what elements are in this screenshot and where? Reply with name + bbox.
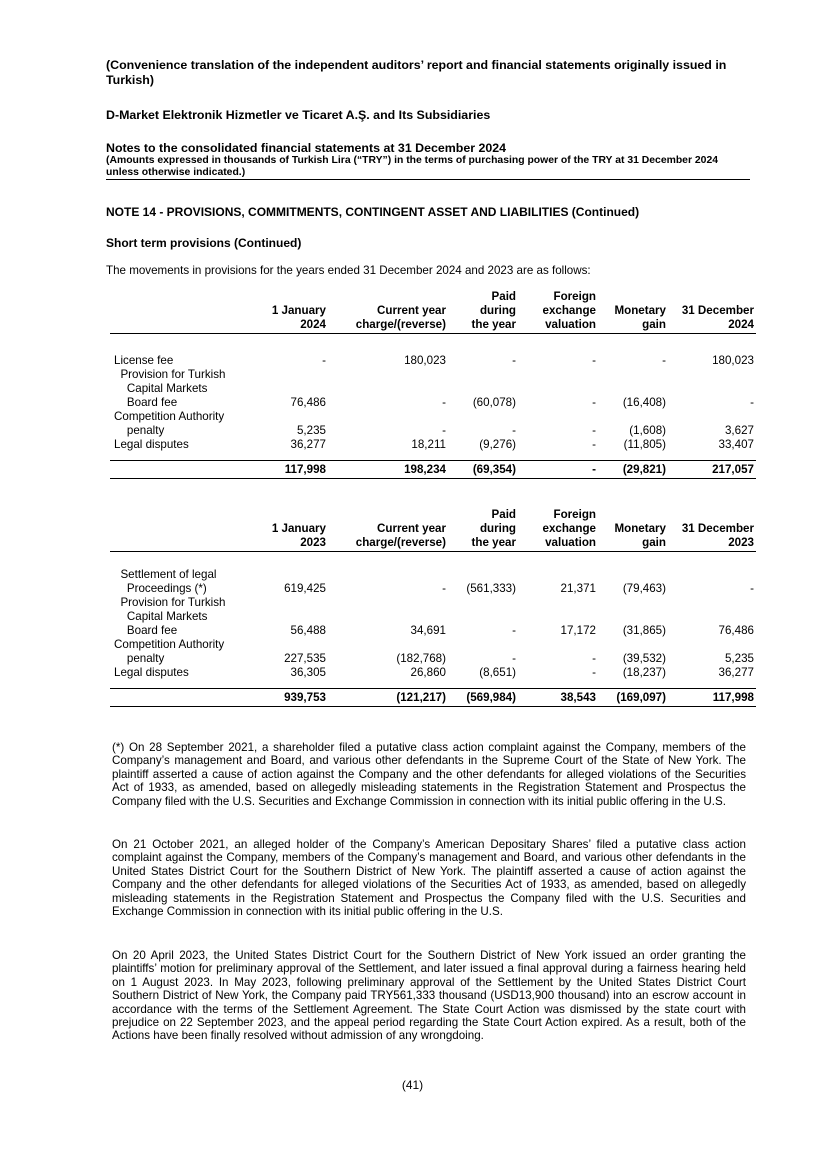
table-cell: (16,408) — [622, 396, 666, 409]
column-header: during — [479, 522, 516, 535]
table-cell: - — [750, 582, 754, 595]
column-header — [258, 508, 328, 522]
table-cell: (1,608) — [629, 424, 666, 437]
table-cell: 56,488 — [290, 624, 326, 637]
row-label: Capital Markets — [114, 382, 208, 395]
table-row — [110, 652, 756, 666]
table-cell: - — [592, 354, 596, 367]
amounts-note: (Amounts expressed in thousands of Turkish Lira (“TRY”) in the terms of purchasing power of the TRY at 31 December 2024 unless otherwise indicated.) — [106, 155, 750, 180]
table-cell: 180,023 — [404, 354, 446, 367]
table-cell — [668, 596, 756, 610]
table-cell — [328, 596, 448, 610]
row-label: Settlement of legal — [114, 568, 217, 581]
table-cell — [668, 638, 756, 652]
row-label: penalty — [114, 652, 165, 665]
table-cell — [448, 368, 518, 382]
column-header — [110, 536, 258, 552]
table-cell: 5,235 — [296, 424, 326, 437]
column-header: exchange — [542, 522, 596, 535]
spacer-row — [110, 452, 756, 461]
table-cell — [448, 568, 518, 582]
row-label: Competition Authority — [114, 410, 225, 423]
table-cell: 3,627 — [724, 424, 754, 437]
column-header — [110, 508, 258, 522]
table-row — [110, 638, 756, 652]
page-number: (41) — [401, 1078, 424, 1092]
total-cell: - — [518, 461, 598, 479]
table-row — [110, 596, 756, 610]
table-row — [110, 354, 756, 368]
table-cell: (18,237) — [622, 666, 666, 679]
total-cell: 117,998 — [668, 689, 756, 707]
table-cell — [328, 368, 448, 382]
row-label: Capital Markets — [114, 610, 208, 623]
table-cell: 34,691 — [410, 624, 446, 637]
table-cell — [258, 638, 328, 652]
table-cell — [518, 596, 598, 610]
spacer-row — [110, 552, 756, 569]
row-label: penalty — [114, 424, 165, 437]
column-header: Current year — [377, 304, 446, 317]
table-row — [110, 368, 756, 382]
column-header: during — [479, 304, 516, 317]
column-header — [668, 508, 756, 522]
table-cell — [258, 568, 328, 582]
total-cell — [110, 689, 258, 707]
total-cell: (121,217) — [328, 689, 448, 707]
table-cell — [328, 610, 448, 624]
table-row — [110, 610, 756, 624]
column-header: Paid — [491, 290, 516, 303]
table-row — [110, 396, 756, 410]
header-row — [110, 508, 756, 522]
total-cell: 939,753 — [258, 689, 328, 707]
table-cell: 17,172 — [560, 624, 596, 637]
table-cell — [668, 410, 756, 424]
total-cell: (69,354) — [448, 461, 518, 479]
table-cell — [258, 610, 328, 624]
paragraph-april-2023: On 20 April 2023, the United States District Court for the Southern District of New York issued an order granting the plaintiffs’ motion for preliminary approval of the Settlement, and later issued a final approval during a fairness hearing held on 1 August 2023. In May 2023, following preliminary approval of the Settlement by the United States District Court Southern District of New York, the Company paid TRY561,333 thousand (USD13,900 thousand) into an escrow account in accordance with the terms of the Settlement Agreement. The State Court Action was dismissed by the state court with prejudice on 22 September 2023, and the appeal period regarding the State Court Action expired. As a result, both of the Actions have been finally resolved without admission of any wrongdoing. — [112, 949, 746, 1043]
header-row — [110, 290, 756, 304]
table-cell — [518, 410, 598, 424]
table-cell: 26,860 — [410, 666, 446, 679]
table-cell — [518, 382, 598, 396]
table-cell: - — [592, 438, 596, 451]
table-cell: 180,023 — [712, 354, 754, 367]
table-cell: 36,305 — [290, 666, 326, 679]
column-header — [110, 290, 258, 304]
paragraph-october-2021: On 21 October 2021, an alleged holder of the Company’s American Depositary Shares’ filed a putative class action complaint against the Company, members of the Company’s management and Board, and various other defendants in the United States District Court for the Southern District of New York. The plaintiff asserted a cause of action against the Company and the other defendants for alleged violations of the Securities Act of 1933, as amended, based on allegedly misleading statements in the Registration Statement and Prospectus the Company filed with the U.S. Securities and Exchange Commission in connection with its initial public offering in the U.S. — [112, 838, 746, 919]
column-header: 2024 — [668, 318, 756, 334]
table-row — [110, 624, 756, 638]
column-header: 31 December — [681, 304, 754, 317]
total-cell: (29,821) — [598, 461, 668, 479]
table-cell: - — [512, 652, 516, 665]
table-cell: (182,768) — [396, 652, 446, 665]
total-cell: 117,998 — [258, 461, 328, 479]
table-cell: - — [442, 424, 446, 437]
column-header: Monetary — [614, 304, 666, 317]
row-label: Legal disputes — [114, 666, 189, 679]
table-cell — [518, 368, 598, 382]
column-header: the year — [448, 318, 518, 334]
table-cell: 21,371 — [560, 582, 596, 595]
total-cell: (169,097) — [598, 689, 668, 707]
column-header: gain — [598, 536, 668, 552]
table-cell — [598, 638, 668, 652]
table-cell — [668, 568, 756, 582]
row-label: Competition Authority — [114, 638, 225, 651]
table-cell — [258, 410, 328, 424]
table-cell: - — [512, 424, 516, 437]
table-cell: 619,425 — [284, 582, 326, 595]
table-cell: - — [592, 424, 596, 437]
table-cell: - — [512, 624, 516, 637]
table-row — [110, 582, 756, 596]
column-header — [598, 290, 668, 304]
table-cell: 76,486 — [290, 396, 326, 409]
column-header — [110, 522, 258, 536]
table-cell: - — [662, 354, 666, 367]
table-cell: 36,277 — [290, 438, 326, 451]
column-header: charge/(reverse) — [328, 536, 448, 552]
total-cell — [110, 461, 258, 479]
table-cell: (60,078) — [472, 396, 516, 409]
column-header — [328, 290, 448, 304]
spacer-row — [110, 334, 756, 355]
column-header — [110, 318, 258, 334]
header-row — [110, 304, 756, 318]
table-cell: - — [442, 396, 446, 409]
header-row — [110, 318, 756, 334]
table-cell — [328, 638, 448, 652]
table-cell: (8,651) — [479, 666, 516, 679]
table-cell: 33,407 — [718, 438, 754, 451]
column-header: 1 January — [271, 304, 326, 317]
table-cell — [258, 368, 328, 382]
company-name: D-Market Elektronik Hizmetler ve Ticaret A.Ş. and Its Subsidiaries — [106, 108, 491, 122]
table-cell: (79,463) — [622, 582, 666, 595]
table-cell: 227,535 — [284, 652, 326, 665]
table-cell — [598, 382, 668, 396]
total-cell: 217,057 — [668, 461, 756, 479]
column-header — [258, 290, 328, 304]
column-header: Current year — [377, 522, 446, 535]
row-label: Board fee — [114, 396, 178, 409]
column-header: charge/(reverse) — [328, 318, 448, 334]
column-header: 2023 — [668, 536, 756, 552]
table-cell: (561,333) — [466, 582, 516, 595]
spacer-row — [110, 680, 756, 689]
table-row — [110, 568, 756, 582]
table-cell — [448, 410, 518, 424]
table-cell: - — [592, 652, 596, 665]
column-header — [598, 508, 668, 522]
table-cell: (31,865) — [622, 624, 666, 637]
section-subtitle: Short term provisions (Continued) — [106, 236, 302, 250]
table-cell — [668, 368, 756, 382]
table-row — [110, 666, 756, 680]
table-cell: - — [592, 396, 596, 409]
table-cell — [258, 382, 328, 396]
table-cell — [598, 568, 668, 582]
column-header: valuation — [518, 318, 598, 334]
table-cell — [598, 596, 668, 610]
table-cell: - — [592, 666, 596, 679]
table-cell: (39,532) — [622, 652, 666, 665]
table-cell: 36,277 — [718, 666, 754, 679]
table-row — [110, 410, 756, 424]
table-cell — [328, 568, 448, 582]
table-cell — [328, 382, 448, 396]
note-title: NOTE 14 - PROVISIONS, COMMITMENTS, CONTINGENT ASSET AND LIABILITIES (Continued) — [106, 205, 640, 219]
table-cell: 76,486 — [718, 624, 754, 637]
table-cell: (11,805) — [623, 438, 666, 451]
row-label: Provision for Turkish — [114, 368, 226, 381]
table-cell — [328, 410, 448, 424]
convenience-note: (Convenience translation of the independent auditors’ report and financial statements originally issued in Turkish) — [106, 58, 727, 87]
table-row — [110, 382, 756, 396]
row-label: Legal disputes — [114, 438, 189, 451]
column-header: 2023 — [258, 536, 328, 552]
column-header — [328, 508, 448, 522]
total-cell: 38,543 — [518, 689, 598, 707]
table-cell: - — [442, 582, 446, 595]
column-header: Foreign — [553, 290, 596, 303]
table-cell: - — [750, 396, 754, 409]
intro-text: The movements in provisions for the years ended 31 December 2024 and 2023 are as follows: — [106, 264, 591, 277]
total-row — [110, 461, 756, 479]
table-cell — [518, 610, 598, 624]
header-row — [110, 522, 756, 536]
row-label: Proceedings (*) — [114, 582, 207, 595]
column-header: valuation — [518, 536, 598, 552]
column-header — [668, 290, 756, 304]
column-header: 31 December — [681, 522, 754, 535]
row-label: License fee — [114, 354, 174, 367]
table-cell — [598, 368, 668, 382]
column-header: the year — [448, 536, 518, 552]
table-row — [110, 438, 756, 452]
table-cell — [518, 568, 598, 582]
column-header — [110, 304, 258, 318]
table-cell — [518, 638, 598, 652]
table-cell — [598, 610, 668, 624]
column-header: 2024 — [258, 318, 328, 334]
provisions-table-2023 — [110, 508, 756, 707]
table-cell: 5,235 — [724, 652, 754, 665]
column-header: Foreign — [553, 508, 596, 521]
table-cell — [448, 638, 518, 652]
table-cell: (9,276) — [479, 438, 516, 451]
table-row — [110, 424, 756, 438]
column-header: Paid — [491, 508, 516, 521]
table-cell: - — [322, 354, 326, 367]
total-row — [110, 689, 756, 707]
table-cell — [668, 610, 756, 624]
table-cell — [668, 382, 756, 396]
column-header: gain — [598, 318, 668, 334]
footnote-paragraph: (*) On 28 September 2021, a shareholder filed a putative class action complaint against the Company, members of the Company’s management and Board, and various other defendants in the Supreme Court of the State of New York. The plaintiff asserted a cause of action against the Company and the other defendants for alleged violations of the Securities Act of 1933, as amended, based on allegedly misleading statements in the Registration Statement and Prospectus the Company filed with the U.S. Securities and Exchange Commission in connection with its initial public offering in the U.S. — [112, 741, 746, 808]
column-header: Monetary — [614, 522, 666, 535]
total-cell: 198,234 — [328, 461, 448, 479]
notes-title: Notes to the consolidated financial statements at 31 December 2024 — [106, 141, 507, 155]
table-cell: 18,211 — [411, 438, 446, 451]
table-cell: - — [512, 354, 516, 367]
table-cell — [598, 410, 668, 424]
provisions-table-2024 — [110, 290, 756, 479]
row-label: Board fee — [114, 624, 178, 637]
table-cell — [448, 610, 518, 624]
column-header: 1 January — [271, 522, 326, 535]
row-label: Provision for Turkish — [114, 596, 226, 609]
total-cell: (569,984) — [448, 689, 518, 707]
header-row — [110, 536, 756, 552]
table-cell — [258, 596, 328, 610]
column-header: exchange — [542, 304, 596, 317]
table-cell — [448, 596, 518, 610]
table-cell — [448, 382, 518, 396]
